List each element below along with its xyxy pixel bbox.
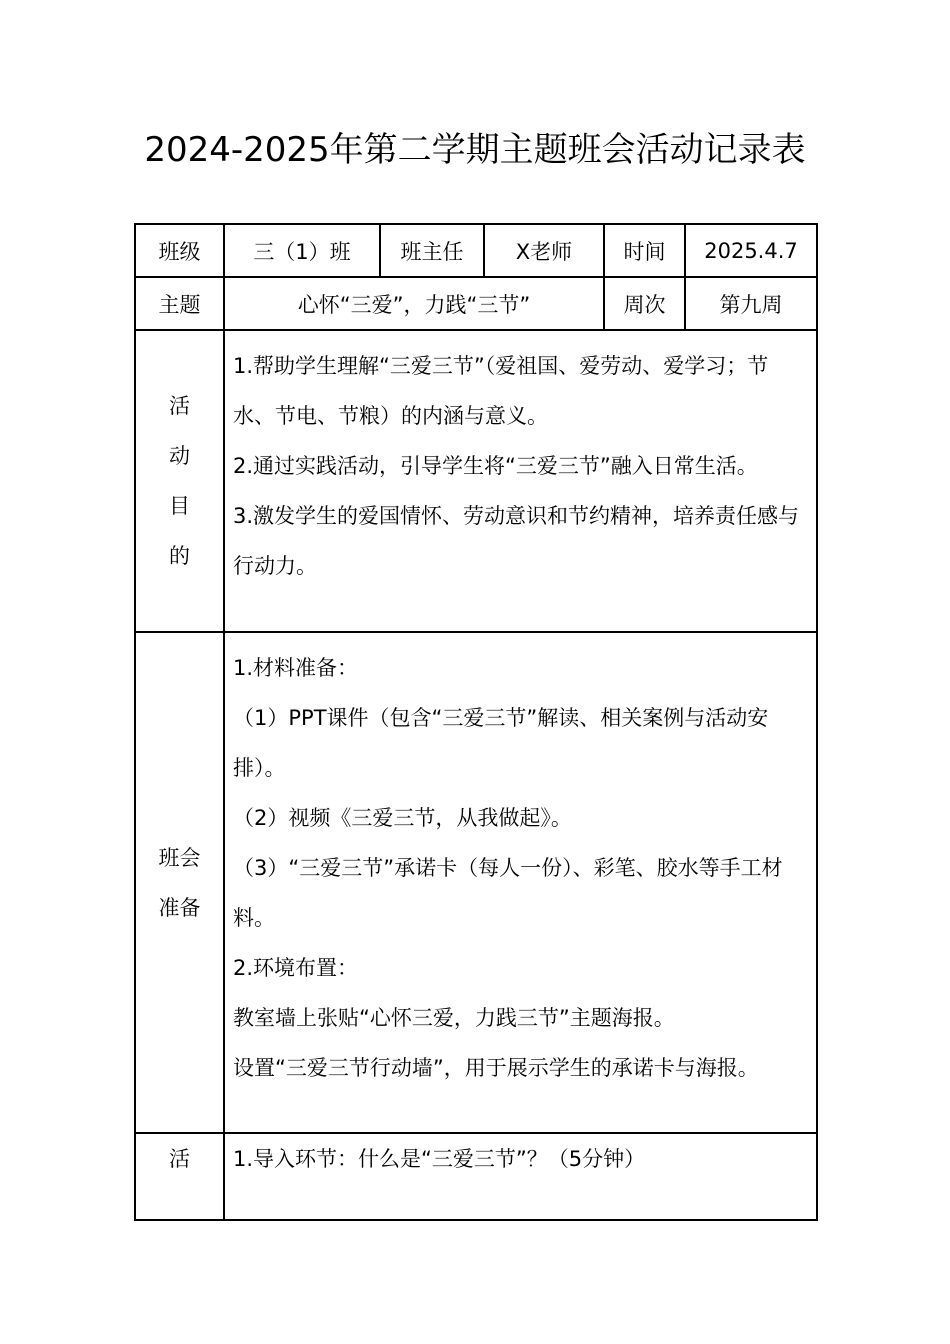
objectives-row: [135, 330, 817, 632]
preparation-item: （2）视频《三爱三节，从我做起》。: [233, 806, 572, 830]
class-label: 班级: [135, 224, 224, 277]
theme-value: 心怀“三爱”，力践“三节”: [224, 277, 604, 330]
theme-label: 主题: [135, 277, 224, 330]
class-value: 三（1）班: [224, 224, 380, 277]
objectives-label: 活 动 目 的: [135, 330, 224, 632]
theme-row: [135, 277, 817, 330]
week-label: 周次: [604, 277, 685, 330]
header-row: [135, 224, 817, 277]
objective-item: 3.激发学生的爱国情怀、劳动意识和节约精神，培养责任感与行动力。: [233, 504, 800, 578]
preparation-item: 教室墙上张贴“心怀三爱，力践三节”主题海报。: [233, 1006, 675, 1030]
preparation-item: 1.材料准备：: [233, 656, 359, 680]
activity-label: 活: [135, 1133, 224, 1220]
preparation-item: （1）PPT课件（包含“三爱三节”解读、相关案例与活动安排）。: [233, 706, 769, 780]
week-value: 第九周: [685, 277, 817, 330]
document-title: 2024-2025年第二学期主题班会活动记录表: [144, 130, 806, 170]
preparation-item: 2.环境布置：: [233, 956, 359, 980]
time-value: 2025.4.7: [685, 224, 817, 277]
preparation-row: [135, 632, 817, 1133]
objectives-content: [224, 330, 817, 632]
teacher-label: 班主任: [380, 224, 484, 277]
activity-row: [135, 1133, 817, 1220]
preparation-content: [224, 632, 817, 1133]
activity-content: [224, 1133, 817, 1220]
activity-item: 1.导入环节：什么是“三爱三节”？（5分钟）: [233, 1147, 646, 1171]
teacher-value: X老师: [484, 224, 604, 277]
record-table: [134, 223, 818, 1221]
preparation-label: 班会 准备: [135, 632, 224, 1133]
objective-item: 2.通过实践活动，引导学生将“三爱三节”融入日常生活。: [233, 454, 758, 478]
preparation-item: 设置“三爱三节行动墙”，用于展示学生的承诺卡与海报。: [233, 1056, 759, 1080]
time-label: 时间: [604, 224, 685, 277]
preparation-item: （3）“三爱三节”承诺卡（每人一份）、彩笔、胶水等手工材料。: [233, 856, 783, 930]
objective-item: 1.帮助学生理解“三爱三节”（爱祖国、爱劳动、爱学习；节水、节电、节粮）的内涵与意义。: [233, 354, 769, 428]
